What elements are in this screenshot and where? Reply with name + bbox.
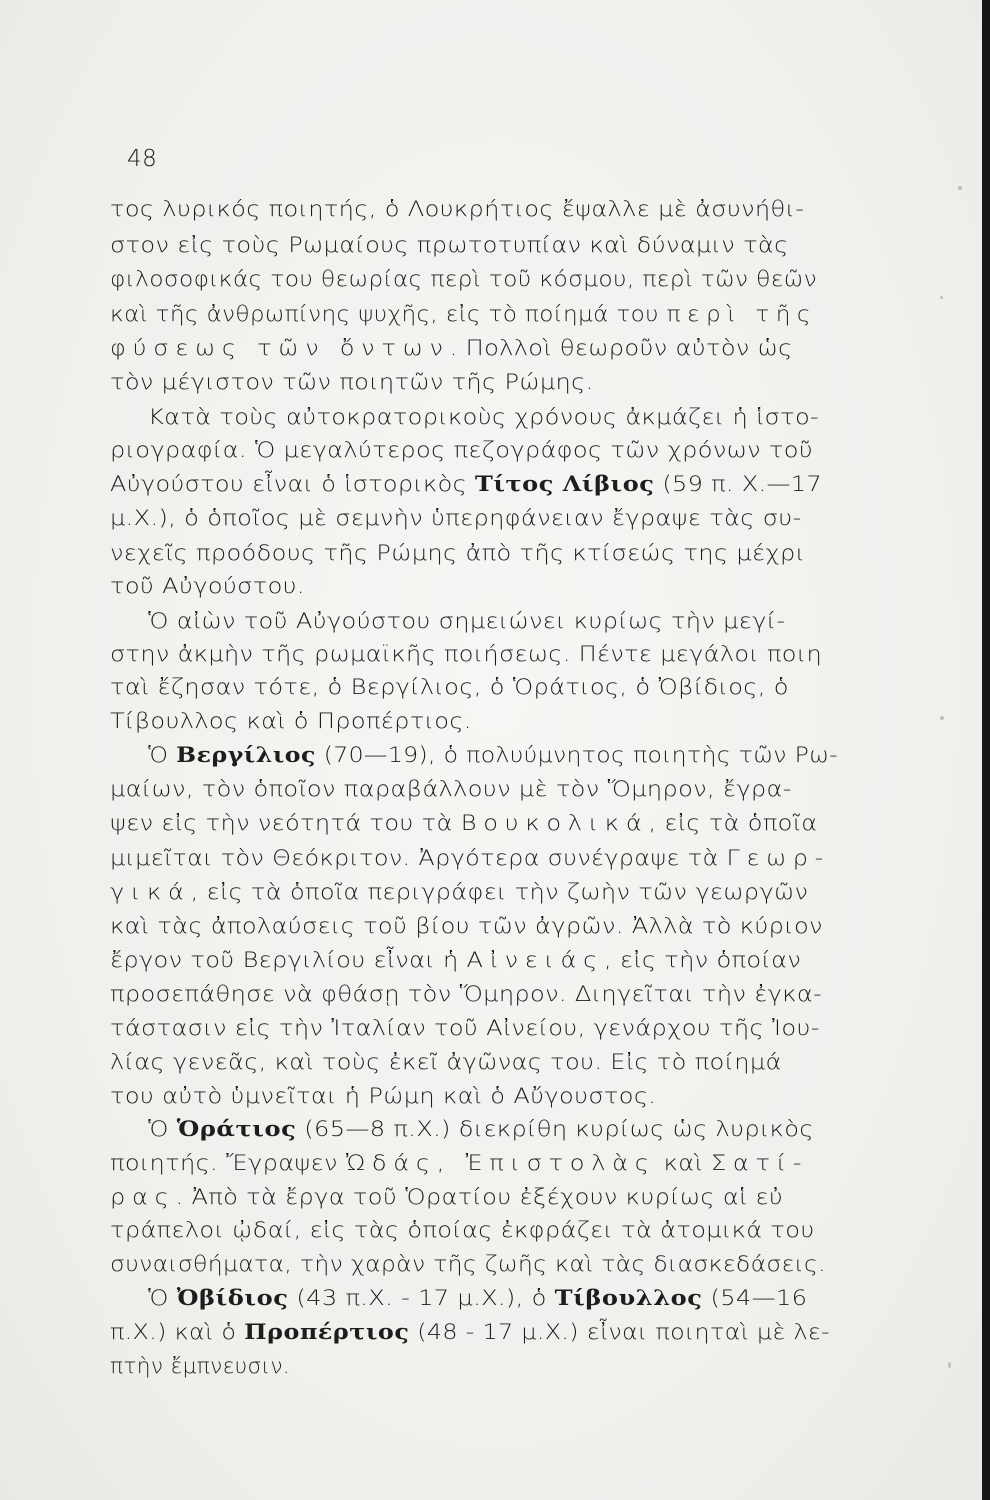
spaced-title: Γεωρ-: [726, 846, 830, 871]
text-segment: στην ἀκμὴν τῆς ρωμαϊκῆς ποιήσεως. Πέντε μεγάλοι ποιη: [110, 642, 823, 667]
text-line: [110, 1151, 808, 1176]
spaced-title: ρας: [110, 1185, 176, 1210]
spaced-title: Αἰνειάς: [466, 948, 605, 973]
text-segment: φιλοσοφικάς του θεωρίας περὶ τοῦ κόσμου, περὶ τῶν θεῶν: [110, 267, 817, 292]
text-line: [148, 609, 785, 634]
text-segment: τοῦ Αὐγούστου.: [110, 574, 305, 599]
spaced-title: γικά: [110, 880, 191, 905]
text-segment: Κατὰ τοὺς αὐτοκρατορικοὺς χρόνους ἀκμάζει ἡ ἱστο-: [148, 405, 820, 430]
bold-name: Ὀβίδιος: [176, 1286, 289, 1311]
text-line: [110, 642, 822, 667]
text-line: [148, 1286, 807, 1311]
text-segment: , εἰς τὴν ὁποίαν: [604, 948, 802, 973]
text-segment: , εἰς τὰ ὁποῖα: [648, 811, 818, 836]
paper-speck: [948, 1362, 951, 1368]
bold-name: Ὁράτιος: [176, 1117, 297, 1142]
spaced-title: Σατί-: [710, 1151, 809, 1176]
text-line: [110, 777, 792, 802]
text-segment: ψεν εἰς τὴν νεότητά του τὰ: [110, 811, 461, 836]
text-segment: στον εἰς τοὺς Ρωμαίους πρωτοτυπίαν καὶ δύναμιν τὰς: [110, 233, 789, 258]
text-line: [110, 709, 472, 734]
page-number: 48: [127, 146, 158, 172]
text-segment: ἔργον τοῦ Βεργιλίου εἶναι ἡ: [110, 948, 467, 973]
bold-name: Βεργίλιος: [176, 743, 316, 768]
text-line: [148, 1117, 814, 1142]
text-line: [148, 743, 838, 768]
spaced-title: Ὠδάς, Ἐπιστολὰς: [345, 1151, 656, 1176]
spaced-title: φύσεως τῶν ὄντων: [110, 336, 450, 361]
text-segment: (65—8 π.Χ.) διεκρίθη κυρίως ὡς λυρικὸς: [296, 1117, 814, 1142]
text-segment: λίας γενεᾶς, καὶ τοὺς ἐκεῖ ἀγῶνας του. Εἰς τὸ ποίημά: [110, 1050, 782, 1075]
text-line: [110, 675, 789, 700]
text-line: [110, 1218, 815, 1243]
page-edge-shadow: [982, 0, 990, 1500]
text-line: [110, 302, 817, 327]
text-segment: προσεπάθησε νὰ φθάσῃ τὸν Ὅμηρον. Διηγεῖται τὴν ἐγκα-: [110, 982, 823, 1007]
text-line: [110, 233, 789, 258]
text-line: [110, 267, 817, 292]
text-line: [110, 1084, 656, 1109]
text-segment: ταὶ ἔζησαν τότε, ὁ Βεργίλιος, ὁ Ὁράτιος, ὁ Ὀβίδιος, ὁ: [110, 675, 789, 700]
bold-name: Τίβουλλος: [554, 1286, 703, 1311]
text-segment: , εἰς τὰ ὁποῖα περιγράφει τὴν ζωὴν τῶν γεωργῶν: [190, 880, 809, 905]
paper-speck: [940, 716, 944, 720]
text-line: [148, 405, 819, 430]
bold-name: Τίτος Λίβιος: [474, 472, 655, 497]
text-line: [110, 982, 822, 1007]
text-line: [110, 336, 793, 361]
text-segment: τὸν μέγιστον τῶν ποιητῶν τῆς Ρώμης.: [110, 370, 594, 395]
text-segment: π.Χ.) καὶ ὁ: [110, 1320, 245, 1345]
spaced-title: περὶ τῆς: [666, 302, 818, 327]
text-segment: ποιητής. Ἔγραψεν: [110, 1151, 346, 1176]
text-line: [110, 1252, 826, 1277]
text-line: [110, 846, 830, 871]
text-segment: μ.Χ.), ὁ ὁποῖος μὲ σεμνὴν ὑπερηφάνειαν ἔγραψε τὰς συ-: [110, 506, 802, 531]
text-segment: Ὁ: [148, 1117, 177, 1142]
text-segment: μαίων, τὸν ὁποῖον παραβάλλουν μὲ τὸν Ὅμηρον, ἔγρα-: [110, 777, 792, 802]
text-segment: νεχεῖς προόδους τῆς Ρώμης ἀπὸ τῆς κτίσεώς της μέχρι: [110, 541, 806, 566]
text-line: [110, 472, 822, 497]
text-segment: καὶ τὰς ἀπολαύσεις τοῦ βίου τῶν ἀγρῶν. Ἀλλὰ τὸ κύριον: [110, 914, 823, 939]
text-line: [110, 1050, 782, 1075]
text-line: [110, 541, 805, 566]
text-line: [110, 811, 817, 836]
text-line: [110, 880, 808, 905]
text-segment: του αὐτὸ ὑμνεῖται ἡ Ρώμη καὶ ὁ Αὔγουστος.: [110, 1084, 657, 1109]
text-segment: τράπελοι ᾠδαί, εἰς τὰς ὁποίας ἐκφράζει τὰ ἀτομικά του: [110, 1218, 815, 1243]
text-line: [110, 1185, 783, 1210]
text-segment: Ὁ αἰὼν τοῦ Αὐγούστου σημειώνει κυρίως τὴν μεγί-: [148, 609, 786, 634]
bold-name: Προπέρτιος: [244, 1320, 410, 1345]
text-segment: (48 - 17 μ.Χ.) εἶναι ποιηταὶ μὲ λε-: [409, 1320, 830, 1345]
text-line: [110, 1320, 830, 1345]
text-segment: . Πολλοὶ θεωροῦν αὐτὸν ὡς: [449, 336, 793, 361]
text-line: [110, 1354, 290, 1379]
text-segment: καὶ τῆς ἀνθρωπίνης ψυχῆς, εἰς τὸ ποίημά του: [110, 302, 667, 327]
text-segment: Ὁ: [148, 1286, 177, 1311]
text-segment: τάστασιν εἰς τὴν Ἰταλίαν τοῦ Αἰνείου, γενάρχου τῆς Ἰου-: [110, 1016, 820, 1041]
text-line: [110, 506, 802, 531]
text-line: [110, 948, 801, 973]
text-line: [110, 370, 594, 395]
text-segment: τος λυρικός ποιητής, ὁ Λουκρήτιος ἔψαλλε μὲ ἀσυνήθι-: [110, 197, 805, 222]
text-segment: καὶ: [655, 1151, 711, 1176]
text-line: [110, 1016, 820, 1041]
text-segment: πτὴν ἔμπνευσιν.: [110, 1354, 290, 1379]
text-segment: Ὁ: [148, 743, 177, 768]
text-line: [110, 197, 804, 222]
text-segment: μιμεῖται τὸν Θεόκριτον. Ἀργότερα συνέγραψε τὰ: [110, 846, 727, 871]
text-segment: Αὐγούστου εἶναι ὁ ἱστορικὸς: [110, 472, 475, 497]
text-segment: συναισθήματα, τὴν χαρὰν τῆς ζωῆς καὶ τὰς διασκεδάσεις.: [110, 1252, 826, 1277]
text-segment: . Ἀπὸ τὰ ἔργα τοῦ Ὁρατίου ἐξέχουν κυρίως αἱ εὐ: [175, 1185, 784, 1210]
text-segment: (70—19), ὁ πολυύμνητος ποιητὴς τῶν Ρω-: [315, 743, 839, 768]
text-segment: (54—16: [702, 1286, 808, 1311]
text-line: [110, 914, 823, 939]
text-segment: (59 π. Χ.—17: [654, 472, 822, 497]
text-line: [110, 438, 813, 463]
paper-speck: [958, 186, 962, 190]
text-segment: (43 π.Χ. - 17 μ.Χ.), ὁ: [288, 1286, 555, 1311]
paper-speck: [940, 296, 943, 299]
text-segment: Τίβουλλος καὶ ὁ Προπέρτιος.: [110, 709, 472, 734]
text-line: [110, 574, 305, 599]
text-segment: ριογραφία. Ὁ μεγαλύτερος πεζογράφος τῶν χρόνων τοῦ: [110, 438, 814, 463]
spaced-title: Βουκολικά: [460, 811, 649, 836]
